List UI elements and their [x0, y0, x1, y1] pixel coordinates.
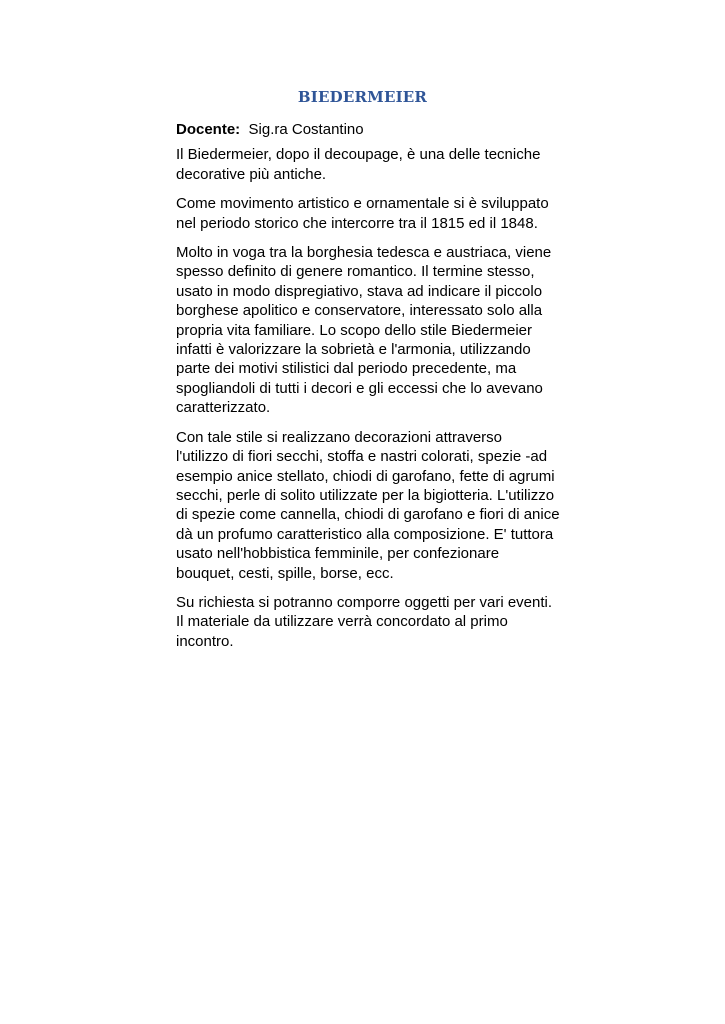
document-body [176, 120, 566, 661]
teacher-line [176, 120, 566, 139]
teacher-label: Docente: [176, 121, 241, 138]
paragraph-materials: Con tale stile si realizzano decorazioni attraverso l'utilizzo di fiori secchi, stoffa e nastri colorati, spezie -ad esempio anice stellato, chiodi di garofano, fette di agrumi secchi, perle di solito utilizzate per la bigiotteria. L'utilizzo di spezie come cannella, chiodi di garofano e fiori di anice dà un profumo caratteristico alla composizione. E' tuttora usato nell'hobbistica femminile, per confezionare bouquet, cesti, spille, borse, ecc. [176, 428, 560, 582]
teacher-name: Sig.ra Costantino [248, 121, 364, 138]
paragraph-requests: Su richiesta si potranno comporre oggetti per vari eventi. Il materiale da utilizzare verrà concordato al primo incontro. [176, 593, 553, 650]
paragraph-intro: Il Biedermeier, dopo il decoupage, è una delle tecniche decorative più antiche. [176, 146, 541, 183]
document-title: BIEDERMEIER [297, 88, 428, 106]
paragraph-style-description: Molto in voga tra la borghesia tedesca e austriaca, viene spesso definito di genere romantico. Il termine stesso, usato in modo dispregiativo, stava ad indicare il piccolo borghese apolitico e conservatore, interessato solo alla propria vita familiare. Lo scopo dello stile Biedermeier infatti è valorizzare la sobrietà e l'armonia, utilizzando parte dei motivi stilistici dal periodo precedente, ma spogliandoli di tutti i decori e gli eccessi che lo avevano caratterizzato. [176, 244, 552, 417]
paragraph-history: Come movimento artistico e ornamentale si è sviluppato nel periodo storico che intercorre tra il 1815 ed il 1848. [176, 195, 549, 232]
